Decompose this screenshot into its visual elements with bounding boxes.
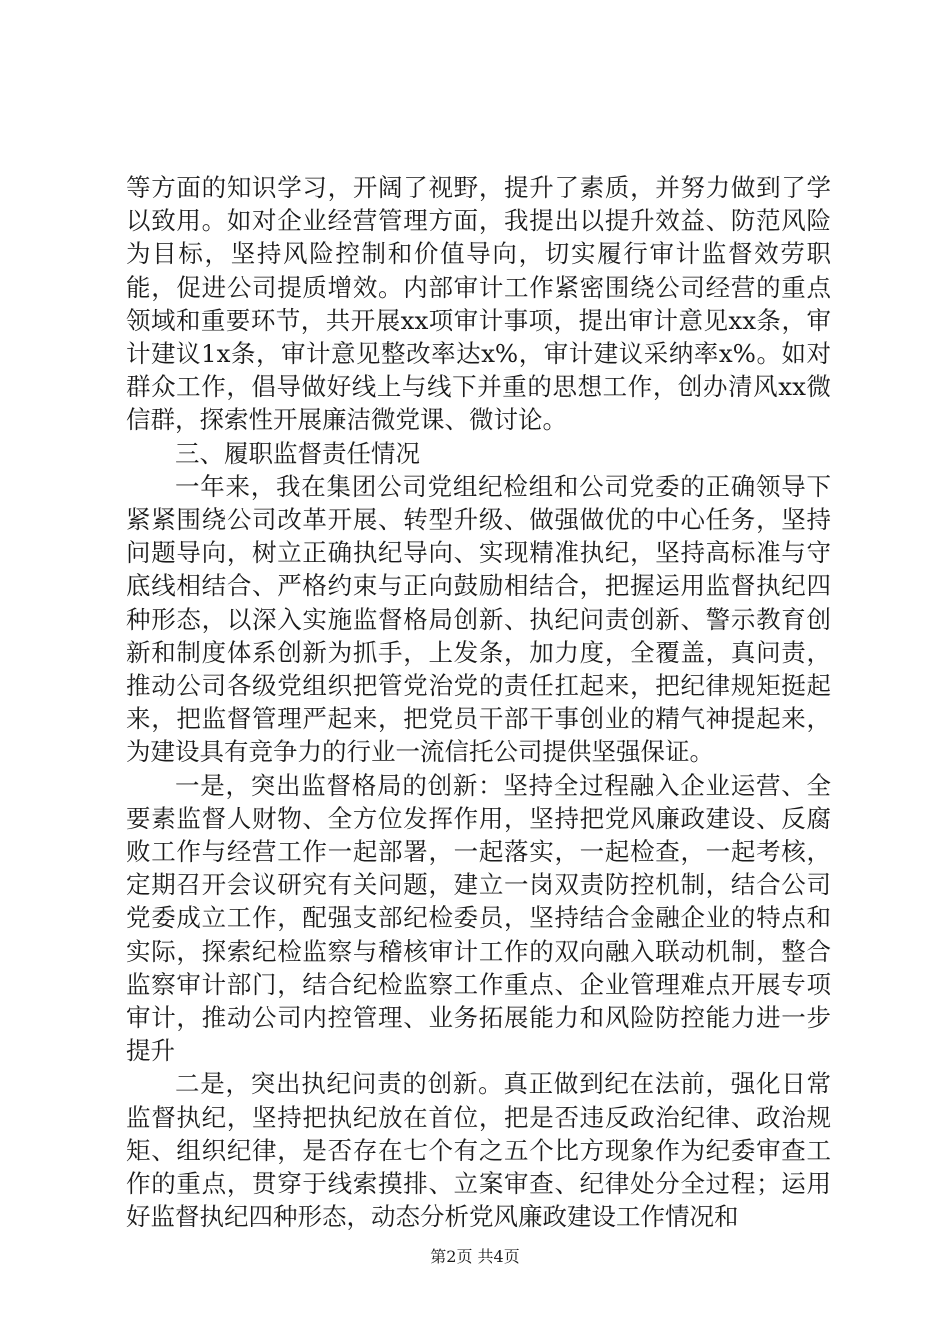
paragraph: 一年来，我在集团公司党组纪检组和公司党委的正确领导下紧紧围绕公司改革开展、转型升级、做强做优的中心任务，坚持问题导向，树立正确执纪导向、实现精准执纪，坚持高标准与守底线相结合、严格约束与正向鼓励相结合，把握运用监督执纪四种形态，以深入实施监督格局创新、执纪问责创新、警示教育创新和制度体系创新为抓手，上发条，加力度，全覆盖，真问责，推动公司各级党组织把管党治党的责任扛起来，把纪律规矩挺起来，把监督管理严起来，把党员干部干事创业的精气神提起来，为建设具有竞争力的行业一流信托公司提供坚强保证。 xyxy=(126,471,831,767)
page-footer: 第2页 共4页 xyxy=(430,1247,520,1266)
section-heading: 三、履职监督责任情况 xyxy=(175,438,420,468)
paragraph: 二是，突出执纪问责的创新。真正做到纪在法前，强化日常监督执纪，坚持把执纪放在首位，把是否违反政治纪律、政治规矩、组织纪律，是否存在七个有之五个比方现象作为纪委审查工作的重点，贯穿于线索摸排、立案审查、纪律处分全过程；运用好监督执纪四种形态，动态分析党风廉政建设工作情况和 xyxy=(126,1069,831,1232)
paragraph-continued: 等方面的知识学习，开阔了视野，提升了素质，并努力做到了学以致用。如对企业经营管理方面，我提出以提升效益、防范风险为目标，坚持风险控制和价值导向，切实履行审计监督效劳职能，促进公司提质增效。内部审计工作紧密围绕公司经营的重点领域和重要环节，共开展xx项审计事项，提出审计意见xx条，审计建议1x条，审计意见整改率达x%，审计建议采纳率x%。如对群众工作，倡导做好线上与线下并重的思想工作，创办清风xx微信群，探索性开展廉洁微党课、微讨论。 xyxy=(126,173,831,435)
paragraph: 一是，突出监督格局的创新：坚持全过程融入企业运营、全要素监督人财物、全方位发挥作用，坚持把党风廉政建设、反腐败工作与经营工作一起部署，一起落实，一起检查，一起考核，定期召开会议研究有关问题，建立一岗双责防控机制，结合公司党委成立工作，配强支部纪检委员，坚持结合金融企业的特点和实际，探索纪检监察与稽核审计工作的双向融入联动机制，整合监察审计部门，结合纪检监察工作重点、企业管理难点开展专项审计，推动公司内控管理、业务拓展能力和风险防控能力进一步提升 xyxy=(126,770,831,1066)
document-body xyxy=(126,171,831,1234)
